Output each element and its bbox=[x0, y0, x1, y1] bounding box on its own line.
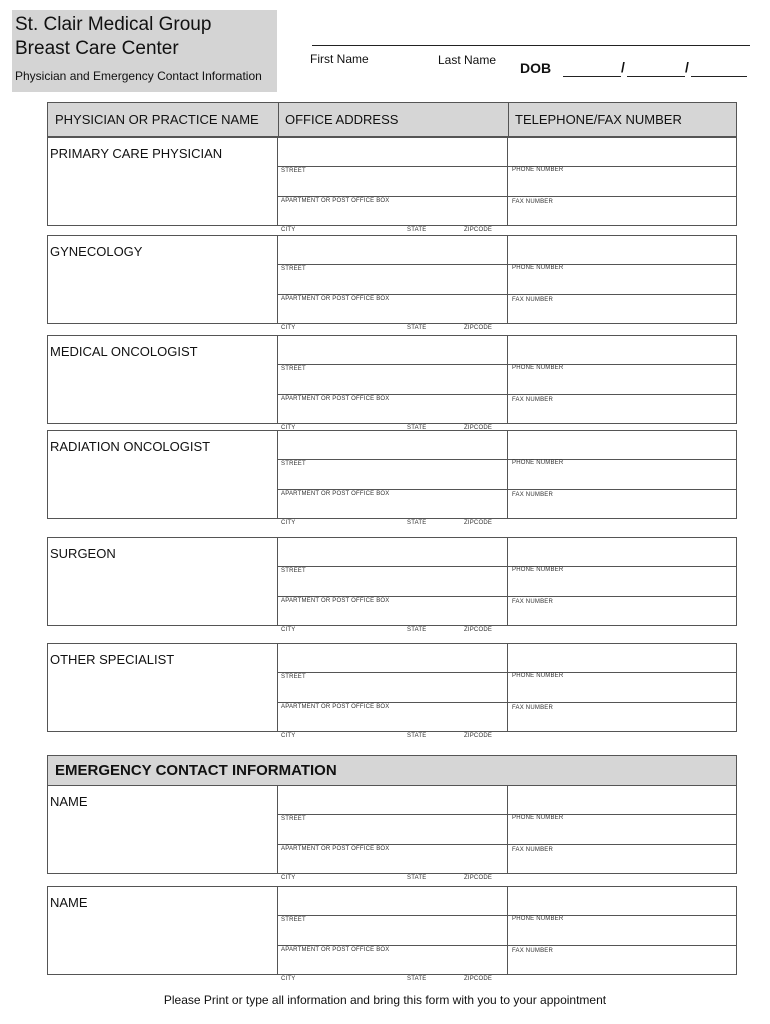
name-field[interactable] bbox=[48, 138, 276, 225]
street-label: STREET bbox=[281, 917, 306, 923]
state-label: STATE bbox=[407, 733, 427, 739]
fax-label: FAX NUMBER bbox=[512, 297, 554, 303]
column-header bbox=[47, 102, 737, 137]
form-subtitle: Physician and Emergency Contact Information bbox=[15, 69, 262, 83]
state-label: STATE bbox=[407, 627, 427, 633]
apartment-label: APARTMENT OR POST OFFICE BOX bbox=[281, 846, 390, 852]
street-field[interactable] bbox=[278, 567, 506, 595]
street-field[interactable] bbox=[278, 916, 506, 944]
office-line-field[interactable] bbox=[278, 336, 506, 363]
emergency-contact-title: NAME bbox=[50, 895, 88, 910]
physician-title: MEDICAL ONCOLOGIST bbox=[50, 344, 198, 359]
office-line-field[interactable] bbox=[278, 786, 506, 813]
name-field[interactable] bbox=[48, 786, 276, 873]
physician-title: RADIATION ONCOLOGIST bbox=[50, 439, 211, 454]
footer-note: Please Print or type all information and bring this form with you to your appointment bbox=[163, 993, 607, 1007]
name-field[interactable] bbox=[48, 644, 276, 731]
emergency-contact-title: NAME bbox=[50, 794, 88, 809]
city-label: CITY bbox=[281, 520, 296, 526]
phone-label: PHONE NUMBER bbox=[512, 265, 564, 271]
office-line-field[interactable] bbox=[278, 138, 506, 165]
apartment-label: APARTMENT OR POST OFFICE BOX bbox=[281, 296, 390, 302]
city-label: CITY bbox=[281, 976, 296, 982]
office-line-field[interactable] bbox=[278, 644, 506, 671]
phone-label: PHONE NUMBER bbox=[512, 167, 564, 173]
apartment-label: APARTMENT OR POST OFFICE BOX bbox=[281, 198, 390, 204]
zipcode-label: ZIPCODE bbox=[464, 976, 493, 982]
street-field[interactable] bbox=[278, 460, 506, 488]
dob-day-field[interactable] bbox=[627, 76, 685, 77]
apartment-label: APARTMENT OR POST OFFICE BOX bbox=[281, 704, 390, 710]
last-name-label: Last Name bbox=[438, 53, 497, 67]
city-label: CITY bbox=[281, 875, 296, 881]
street-label: STREET bbox=[281, 674, 306, 680]
telephone-line-field[interactable] bbox=[508, 431, 736, 458]
dob-separator: / bbox=[621, 59, 625, 75]
street-field[interactable] bbox=[278, 365, 506, 393]
street-field[interactable] bbox=[278, 265, 506, 293]
city-label: CITY bbox=[281, 627, 296, 633]
state-label: STATE bbox=[407, 875, 427, 881]
zipcode-label: ZIPCODE bbox=[464, 627, 493, 633]
zipcode-label: ZIPCODE bbox=[464, 425, 493, 431]
state-label: STATE bbox=[407, 976, 427, 982]
dob-month-field[interactable] bbox=[563, 76, 621, 77]
apartment-label: APARTMENT OR POST OFFICE BOX bbox=[281, 598, 390, 604]
col-physician-name: PHYSICIAN OR PRACTICE NAME bbox=[55, 112, 259, 127]
office-line-field[interactable] bbox=[278, 538, 506, 565]
phone-label: PHONE NUMBER bbox=[512, 365, 564, 371]
street-label: STREET bbox=[281, 816, 306, 822]
physician-title: SURGEON bbox=[50, 546, 116, 561]
emergency-header-title: EMERGENCY CONTACT INFORMATION bbox=[55, 762, 337, 779]
state-label: STATE bbox=[407, 325, 427, 331]
office-line-field[interactable] bbox=[278, 887, 506, 914]
fax-label: FAX NUMBER bbox=[512, 199, 554, 205]
state-label: STATE bbox=[407, 227, 427, 233]
street-field[interactable] bbox=[278, 167, 506, 195]
telephone-line-field[interactable] bbox=[508, 336, 736, 363]
zipcode-label: ZIPCODE bbox=[464, 733, 493, 739]
telephone-line-field[interactable] bbox=[508, 236, 736, 263]
name-field[interactable] bbox=[48, 431, 276, 518]
emergency-header bbox=[47, 755, 737, 786]
col-office-address: OFFICE ADDRESS bbox=[285, 112, 399, 127]
title-block bbox=[12, 10, 277, 92]
telephone-line-field[interactable] bbox=[508, 538, 736, 565]
phone-label: PHONE NUMBER bbox=[512, 916, 564, 922]
fax-label: FAX NUMBER bbox=[512, 397, 554, 403]
dob-year-field[interactable] bbox=[691, 76, 747, 77]
col-telephone-fax: TELEPHONE/FAX NUMBER bbox=[515, 112, 682, 127]
name-field[interactable] bbox=[48, 236, 276, 323]
office-line-field[interactable] bbox=[278, 236, 506, 263]
org-name: St. Clair Medical Group bbox=[15, 14, 212, 35]
name-field[interactable] bbox=[48, 538, 276, 625]
dob-separator: / bbox=[685, 59, 689, 75]
city-label: CITY bbox=[281, 425, 296, 431]
apartment-label: APARTMENT OR POST OFFICE BOX bbox=[281, 396, 390, 402]
street-field[interactable] bbox=[278, 815, 506, 843]
state-label: STATE bbox=[407, 520, 427, 526]
zipcode-label: ZIPCODE bbox=[464, 227, 493, 233]
street-label: STREET bbox=[281, 568, 306, 574]
city-label: CITY bbox=[281, 227, 296, 233]
apartment-label: APARTMENT OR POST OFFICE BOX bbox=[281, 947, 390, 953]
zipcode-label: ZIPCODE bbox=[464, 875, 493, 881]
street-label: STREET bbox=[281, 266, 306, 272]
zipcode-label: ZIPCODE bbox=[464, 520, 493, 526]
city-label: CITY bbox=[281, 325, 296, 331]
apartment-label: APARTMENT OR POST OFFICE BOX bbox=[281, 491, 390, 497]
telephone-line-field[interactable] bbox=[508, 887, 736, 914]
city-label: CITY bbox=[281, 733, 296, 739]
office-line-field[interactable] bbox=[278, 431, 506, 458]
telephone-line-field[interactable] bbox=[508, 138, 736, 165]
street-label: STREET bbox=[281, 168, 306, 174]
physician-title: GYNECOLOGY bbox=[50, 244, 143, 259]
physician-title: PRIMARY CARE PHYSICIAN bbox=[50, 146, 223, 161]
dob-label: DOB bbox=[520, 60, 552, 76]
phone-label: PHONE NUMBER bbox=[512, 460, 564, 466]
telephone-line-field[interactable] bbox=[508, 786, 736, 813]
state-label: STATE bbox=[407, 425, 427, 431]
physician-title: OTHER SPECIALIST bbox=[50, 652, 175, 667]
patient-name-field[interactable] bbox=[312, 45, 750, 46]
street-label: STREET bbox=[281, 461, 306, 467]
fax-label: FAX NUMBER bbox=[512, 948, 554, 954]
fax-label: FAX NUMBER bbox=[512, 599, 554, 605]
phone-label: PHONE NUMBER bbox=[512, 815, 564, 821]
fax-label: FAX NUMBER bbox=[512, 705, 554, 711]
phone-label: PHONE NUMBER bbox=[512, 567, 564, 573]
zipcode-label: ZIPCODE bbox=[464, 325, 493, 331]
phone-label: PHONE NUMBER bbox=[512, 673, 564, 679]
street-field[interactable] bbox=[278, 673, 506, 701]
name-field[interactable] bbox=[48, 336, 276, 423]
street-label: STREET bbox=[281, 366, 306, 372]
telephone-line-field[interactable] bbox=[508, 644, 736, 671]
name-field[interactable] bbox=[48, 887, 276, 974]
first-name-label: First Name bbox=[310, 52, 369, 66]
fax-label: FAX NUMBER bbox=[512, 847, 554, 853]
org-department: Breast Care Center bbox=[15, 38, 179, 59]
fax-label: FAX NUMBER bbox=[512, 492, 554, 498]
